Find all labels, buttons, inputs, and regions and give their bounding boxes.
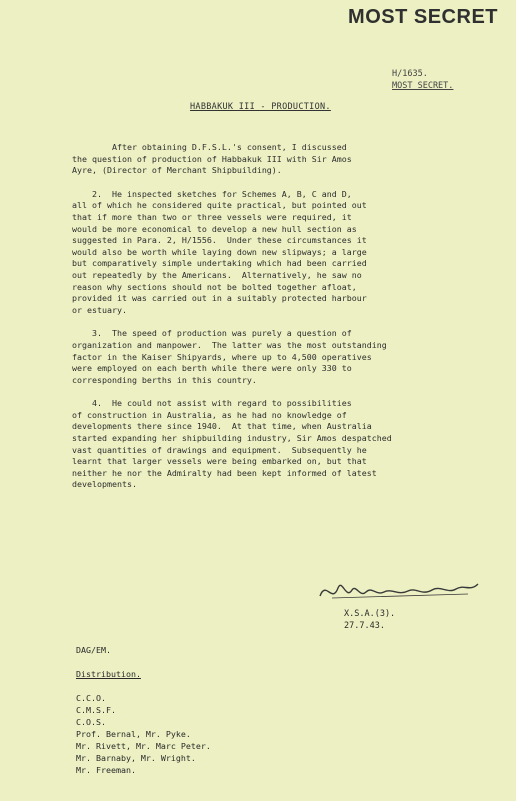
recipient: C.O.S. (76, 717, 106, 727)
footer-block (76, 644, 211, 776)
recipient: Mr. Rivett, Mr. Marc Peter. (76, 741, 211, 751)
distribution-label: Distribution. (76, 669, 141, 679)
signature-block (344, 608, 395, 632)
recipient: Mr. Freeman. (76, 765, 136, 775)
handwritten-signature (318, 574, 488, 608)
recipient: C.C.O. (76, 693, 106, 703)
distribution-list (76, 692, 211, 776)
reference-block (392, 68, 453, 92)
recipient: C.M.S.F. (76, 705, 116, 715)
document-body (72, 142, 464, 503)
recipient: Mr. Barnaby, Mr. Wright. (76, 753, 196, 763)
document-title: HABBAKUK III - PRODUCTION. (190, 102, 331, 112)
typist-reference: DAG/EM. (76, 645, 111, 655)
paragraph-1: After obtaining D.F.S.L.'s consent, I discussed the question of production of Habbakuk III with Sir Amos Ayre, (Director of Merchant Shipbuilding). (72, 142, 352, 176)
signatory-initials: X.S.A.(3). (344, 609, 396, 619)
reference-number: H/1635. (392, 69, 428, 79)
classification-stamp: MOST SECRET (348, 6, 498, 28)
recipient: Prof. Bernal, Mr. Pyke. (76, 729, 191, 739)
paragraph-2: 2. He inspected sketches for Schemes A, B, C and D, all of which he considered quite practical, but pointed out that if more than two or three vessels were required, it would be more economical to develop a new hull section as suggested in Para. 2, H/1556. Under these circumstances it would also be worth while laying down new slipways; a large but comparatively simple undertaking which had been carried out repeatedly by the Americans. Alternatively, he saw no reason why sections should not be bolted together afloat, provided it was carried out in a suitably protected harbour or estuary. (72, 188, 367, 315)
reference-classification: MOST SECRET. (392, 81, 454, 91)
paragraph-3: 3. The speed of production was purely a question of organization and manpower. The latter was the most outstanding factor in the Kaiser Shipyards, where up to 4,500 operatives were employed on each berth while there were only 330 to corresponding berths in this country. (72, 328, 387, 385)
paragraph-4: 4. He could not assist with regard to possibilities of construction in Australia, as he had no knowledge of developments there since 1940. At that time, when Australia started expanding her shipbuilding industry, Sir Amos despatched vast quantities of drawings and equipment. Subsequently he learnt that larger vessels were being embarked on, but that neither he nor the Admiralty had been kept informed of latest developments. (72, 398, 392, 490)
document-date: 27.7.43. (344, 621, 385, 631)
